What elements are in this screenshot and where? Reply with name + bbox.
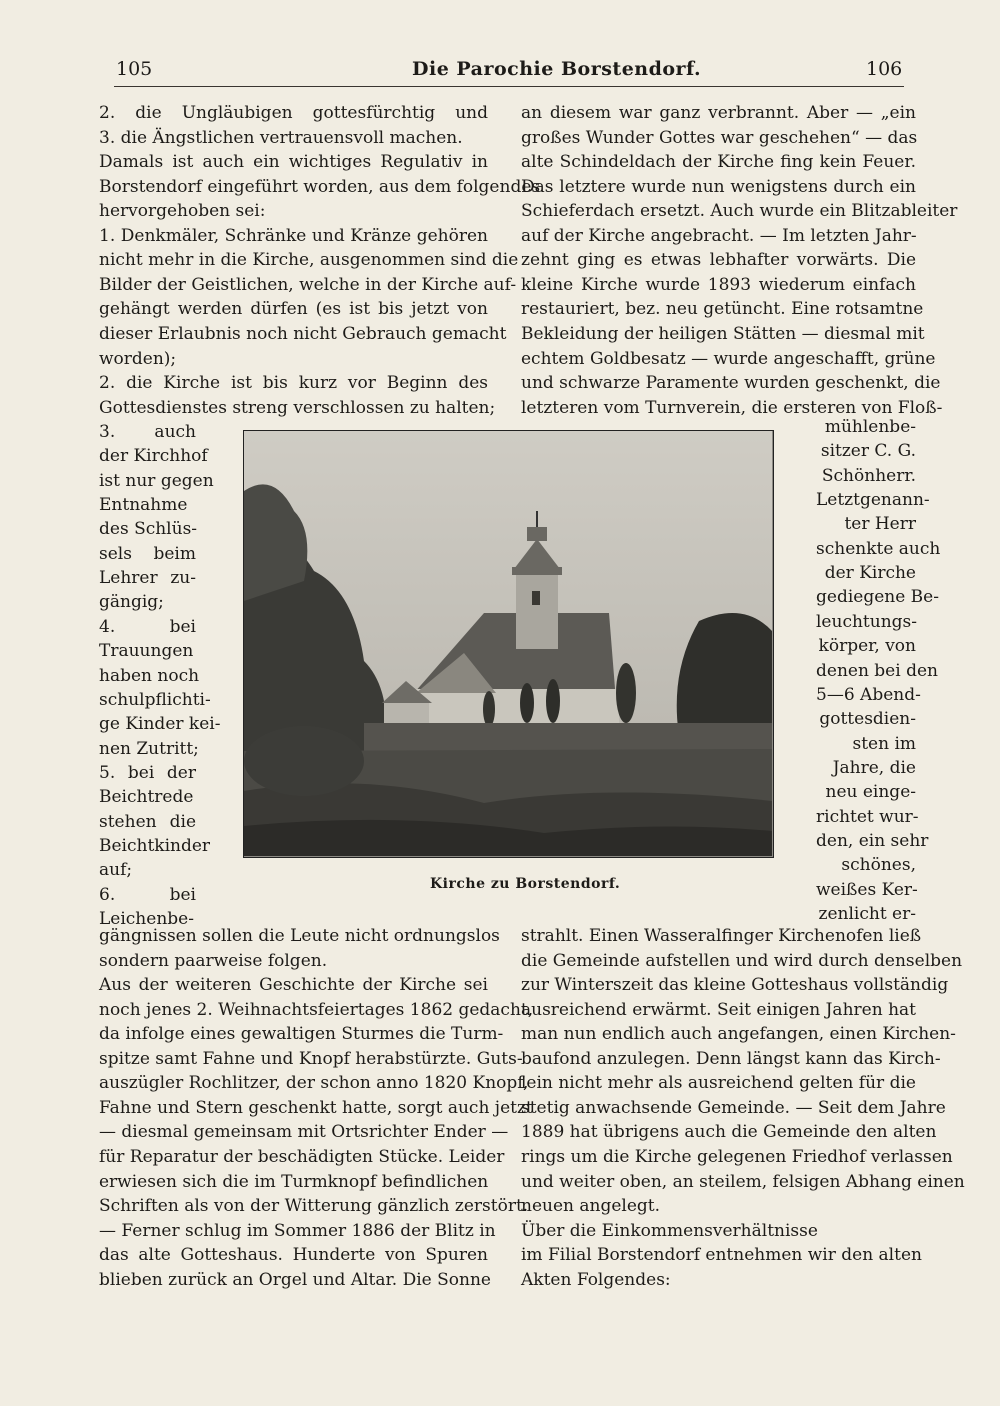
text-line: denen bei den (816, 661, 938, 681)
text-line: noch jenes 2. Weihnachtsfeiertages 1862 gedacht, (99, 1000, 534, 1020)
text-line: Fahne und Stern geschenkt hatte, sorgt auch jetzt (99, 1098, 533, 1118)
text-line: haben noch (99, 666, 200, 686)
text-line: nen Zutritt; (99, 739, 199, 759)
text-line: sels beim (99, 544, 196, 564)
text-line: Das letztere wurde nun wenigstens durch ein (521, 177, 916, 197)
text-line: und weiter oben, an steilem, felsigen Abhang einen (521, 1172, 965, 1192)
text-line: Jahre, die (832, 758, 916, 778)
text-line: dieser Erlaubnis noch nicht Gebrauch gemacht (99, 324, 507, 344)
text-line: für Reparatur der beschädigten Stücke. Leider (99, 1147, 505, 1167)
text-line: der Kirche (824, 563, 916, 583)
text-line: auf der Kirche angebracht. — Im letzten Jahr- (521, 226, 917, 246)
text-line: Bekleidung der heiligen Stätten — diesmal mit (521, 324, 925, 344)
text-line: großes Wunder Gottes war geschehen“ — das (521, 128, 918, 148)
text-line: nicht mehr in die Kirche, ausgenommen sind die (99, 250, 519, 270)
text-line: Beichtrede (99, 787, 194, 807)
text-line: neu einge- (825, 782, 916, 802)
text-line: gediegene Be- (816, 587, 939, 607)
text-line: alte Schindeldach der Kirche fing kein Feuer. (521, 152, 916, 172)
text-line: 2. die Ungläubigen gottesfürchtig und (99, 103, 488, 123)
text-line: Entnahme (99, 495, 188, 515)
text-line: im Filial Borstendorf entnehmen wir den alten (521, 1245, 922, 1265)
page-number-left: 105 (116, 58, 153, 80)
text-line: Aus der weiteren Geschichte der Kirche sei (99, 975, 488, 995)
text-line: weißes Ker- (816, 880, 918, 900)
text-line: Trauungen (99, 641, 194, 661)
text-line: worden); (99, 349, 177, 369)
text-line: Leichenbe- (99, 909, 194, 929)
church-photo-image (244, 431, 772, 856)
text-line: Gottesdienstes streng verschlossen zu halten; (99, 398, 496, 418)
text-line: 1889 hat übrigens auch die Gemeinde den alten (521, 1122, 937, 1142)
text-line: 6. bei (99, 885, 196, 905)
text-line: gottesdien- (819, 709, 916, 729)
text-line: Schieferdach ersetzt. Auch wurde ein Blitzableiter (521, 201, 958, 221)
text-line: lein nicht mehr als ausreichend gelten für die (521, 1073, 916, 1093)
text-line: mühlenbe- (824, 417, 916, 437)
text-line: Über die Einkommensverhältnisse (521, 1221, 818, 1241)
text-line: Bilder der Geistlichen, welche in der Kirche auf- (99, 275, 517, 295)
text-line: echtem Goldbesatz — wurde angeschafft, grüne (521, 349, 936, 369)
text-line: hervorgehoben sei: (99, 201, 266, 221)
text-line: leuchtungs- (816, 612, 917, 632)
text-line: die Gemeinde aufstellen und wird durch denselben (521, 951, 963, 971)
text-line: kleine Kirche wurde 1893 wiederum einfach (521, 275, 916, 295)
text-line: der Kirchhof (99, 446, 208, 466)
text-line: ist nur gegen (99, 471, 214, 491)
text-line: sitzer C. G. (820, 441, 916, 461)
text-line: baufond anzulegen. Denn längst kann das Kirch- (521, 1049, 941, 1069)
text-line: Letztgenann- (816, 490, 930, 510)
text-line: auszügler Rochlitzer, der schon anno 1820 Knopf, (99, 1073, 529, 1093)
text-line: auf; (99, 860, 133, 880)
text-line: ge Kinder kei- (99, 714, 221, 734)
church-photograph (243, 430, 774, 858)
text-line: — diesmal gemeinsam mit Ortsrichter Ender — (99, 1122, 509, 1142)
text-line: blieben zurück an Orgel und Altar. Die Sonne (99, 1270, 491, 1290)
text-line: gehängt werden dürfen (es ist bis jetzt von (99, 299, 488, 319)
text-line: Damals ist auch ein wichtiges Regulativ in (99, 152, 488, 172)
page-number-right: 106 (866, 58, 903, 80)
text-line: Schönherr. (821, 466, 916, 486)
text-line: das alte Gotteshaus. Hunderte von Spuren (99, 1245, 488, 1265)
text-line: gängnissen sollen die Leute nicht ordnungslos (99, 926, 500, 946)
text-line: Lehrer zu- (99, 568, 196, 588)
text-line: erwiesen sich die im Turmknopf befindlichen (99, 1172, 489, 1192)
text-line: und schwarze Paramente wurden geschenkt, die (521, 373, 941, 393)
text-line: zehnt ging es etwas lebhafter vorwärts. Die (521, 250, 916, 270)
text-line: zur Winterszeit das kleine Gotteshaus vollständig (521, 975, 949, 995)
text-line: ter Herr (844, 514, 916, 534)
text-line: man nun endlich auch angefangen, einen Kirchen- (521, 1024, 956, 1044)
text-line: 2. die Kirche ist bis kurz vor Beginn des (99, 373, 488, 393)
text-line: Schriften als von der Witterung gänzlich zerstört. (99, 1196, 529, 1216)
text-line: Beichtkinder (99, 836, 211, 856)
text-line: schenkte auch (816, 539, 941, 559)
text-line: stehen die (99, 812, 196, 832)
text-line: 3. die Ängstlichen vertrauensvoll machen. (99, 128, 463, 148)
figure-caption: Kirche zu Borstendorf. (430, 876, 621, 892)
text-line: spitze samt Fahne und Knopf herabstürzte. Guts- (99, 1049, 523, 1069)
text-line: 4. bei (99, 617, 196, 637)
text-line: schönes, (841, 855, 916, 875)
text-line: Borstendorf eingeführt worden, aus dem folgendes (99, 177, 541, 197)
text-line: strahlt. Einen Wasseralfinger Kirchenofen ließ (521, 926, 922, 946)
text-line: da infolge eines gewaltigen Sturmes die Turm- (99, 1024, 504, 1044)
header-rule (114, 86, 904, 87)
text-line: 3. auch (99, 422, 196, 442)
text-line: an diesem war ganz verbrannt. Aber — „ein (521, 103, 916, 123)
text-line: Akten Folgendes: (521, 1270, 671, 1290)
text-line: sondern paarweise folgen. (99, 951, 328, 971)
text-line: neuen angelegt. (521, 1196, 661, 1216)
text-line: gängig; (99, 592, 164, 612)
text-line: 5. bei der (99, 763, 196, 783)
text-line: zenlicht er- (818, 904, 916, 924)
text-line: 1. Denkmäler, Schränke und Kränze gehören (99, 226, 488, 246)
text-line: ausreichend erwärmt. Seit einigen Jahren hat (521, 1000, 916, 1020)
text-line: schulpflichti- (99, 690, 211, 710)
text-line: sten im (852, 734, 916, 754)
text-line: restauriert, bez. neu getüncht. Eine rotsamtne (521, 299, 924, 319)
text-line: den, ein sehr (816, 831, 929, 851)
text-line: des Schlüs- (99, 519, 198, 539)
text-line: — Ferner schlug im Sommer 1886 der Blitz in (99, 1221, 496, 1241)
text-line: richtet wur- (816, 807, 919, 827)
text-line: stetig anwachsende Gemeinde. — Seit dem Jahre (521, 1098, 946, 1118)
text-line: körper, von (818, 636, 916, 656)
running-title: Die Parochie Borstendorf. (412, 58, 702, 80)
text-line: rings um die Kirche gelegenen Friedhof verlassen (521, 1147, 953, 1167)
text-line: 5—6 Abend- (816, 685, 921, 705)
text-line: letzteren vom Turnverein, die ersteren von Floß- (521, 398, 943, 418)
